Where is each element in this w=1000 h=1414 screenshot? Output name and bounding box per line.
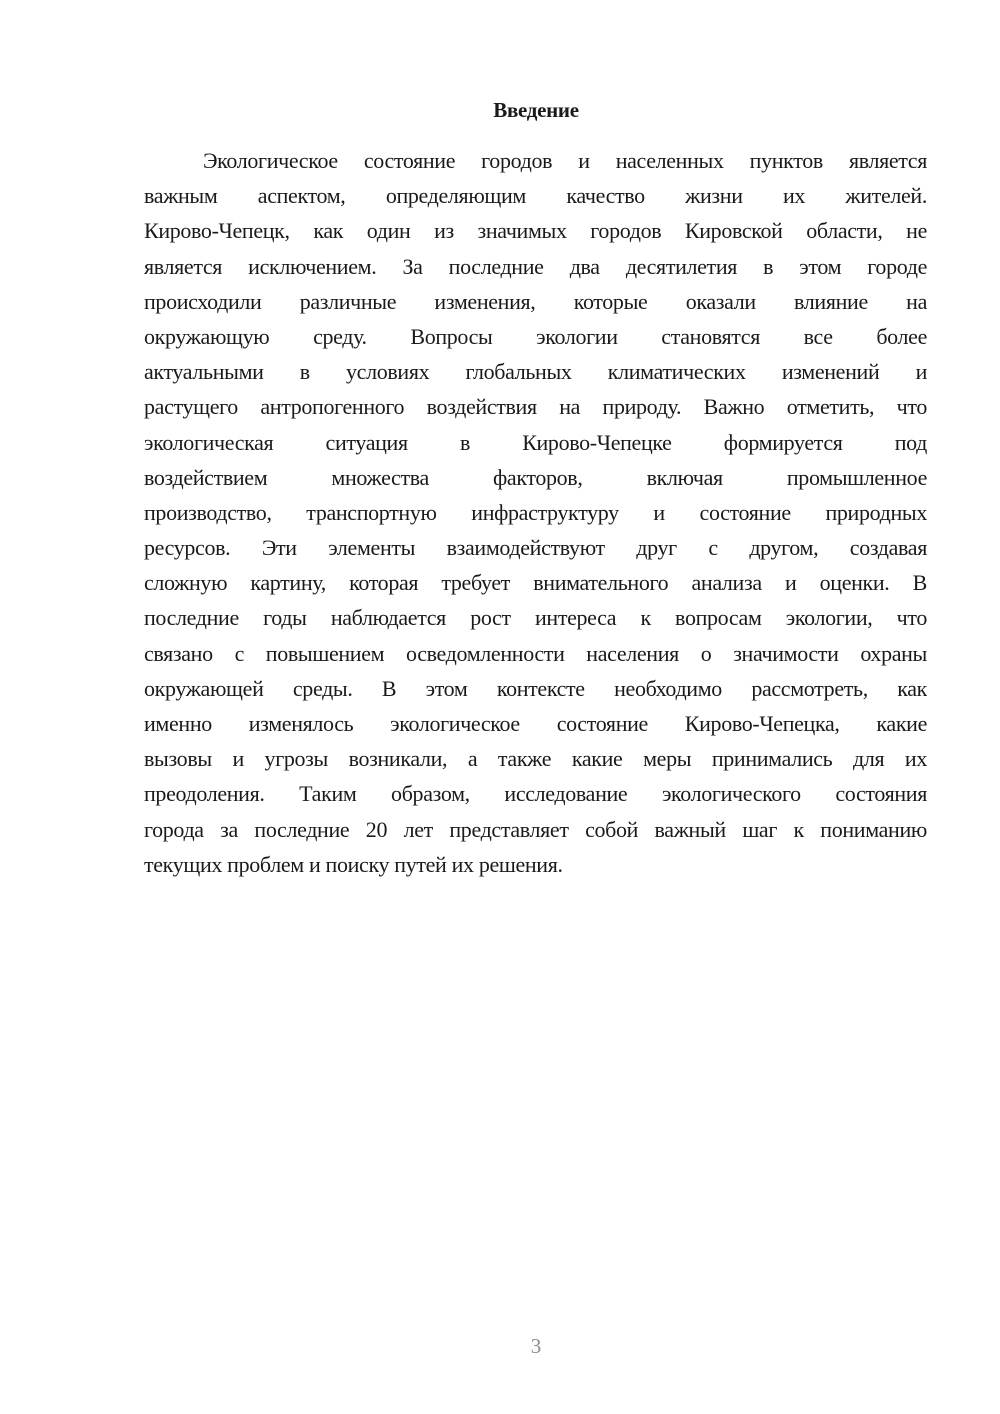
paragraph-line: актуальными в условиях глобальных климатических изменений и: [144, 359, 927, 385]
paragraph-line: производство, транспортную инфраструктуру и состояние природных: [144, 499, 927, 525]
paragraph-line: воздействием множества факторов, включая промышленное: [144, 464, 927, 490]
paragraph-line: вызовы и угрозы возникали, а также какие меры принимались для их: [144, 746, 927, 772]
paragraph-line: Экологическое состояние городов и населенных пунктов является: [203, 148, 927, 173]
paragraph-line: сложную картину, которая требует внимательного анализа и оценки. В: [144, 570, 927, 596]
paragraph-line: происходили различные изменения, которые оказали влияние на: [144, 288, 927, 314]
section-heading: Введение: [493, 98, 579, 122]
paragraph-line: экологическая ситуация в Кирово-Чепецке формируется под: [144, 429, 927, 455]
paragraph-line: окружающей среды. В этом контексте необходимо рассмотреть, как: [144, 675, 927, 701]
paragraph-line: является исключением. За последние два десятилетия в этом городе: [144, 253, 927, 279]
paragraph-line: ресурсов. Эти элементы взаимодействуют друг с другом, создавая: [144, 535, 927, 561]
paragraph-line: окружающую среду. Вопросы экологии становятся все более: [144, 323, 927, 349]
paragraph-line: преодоления. Таким образом, исследование экологического состояния: [144, 781, 927, 807]
paragraph-line: связано с повышением осведомленности населения о значимости охраны: [144, 640, 927, 666]
paragraph-line: текущих проблем и поиску путей их решения.: [144, 851, 563, 877]
paragraph-line: Кирово-Чепецк, как один из значимых городов Кировской области, не: [144, 218, 927, 244]
paragraph-line: растущего антропогенного воздействия на природу. Важно отметить, что: [144, 394, 927, 420]
paragraph-line: именно изменялось экологическое состояние Кирово-Чепецка, какие: [144, 711, 927, 736]
paragraph-line: города за последние 20 лет представляет собой важный шаг к пониманию: [144, 816, 927, 842]
paragraph-line: важным аспектом, определяющим качество жизни их жителей.: [144, 183, 927, 209]
intro-paragraph: [144, 143, 927, 882]
paragraph-line: последние годы наблюдается рост интереса к вопросам экологии, что: [144, 605, 927, 631]
page-number: 3: [530, 1334, 542, 1358]
